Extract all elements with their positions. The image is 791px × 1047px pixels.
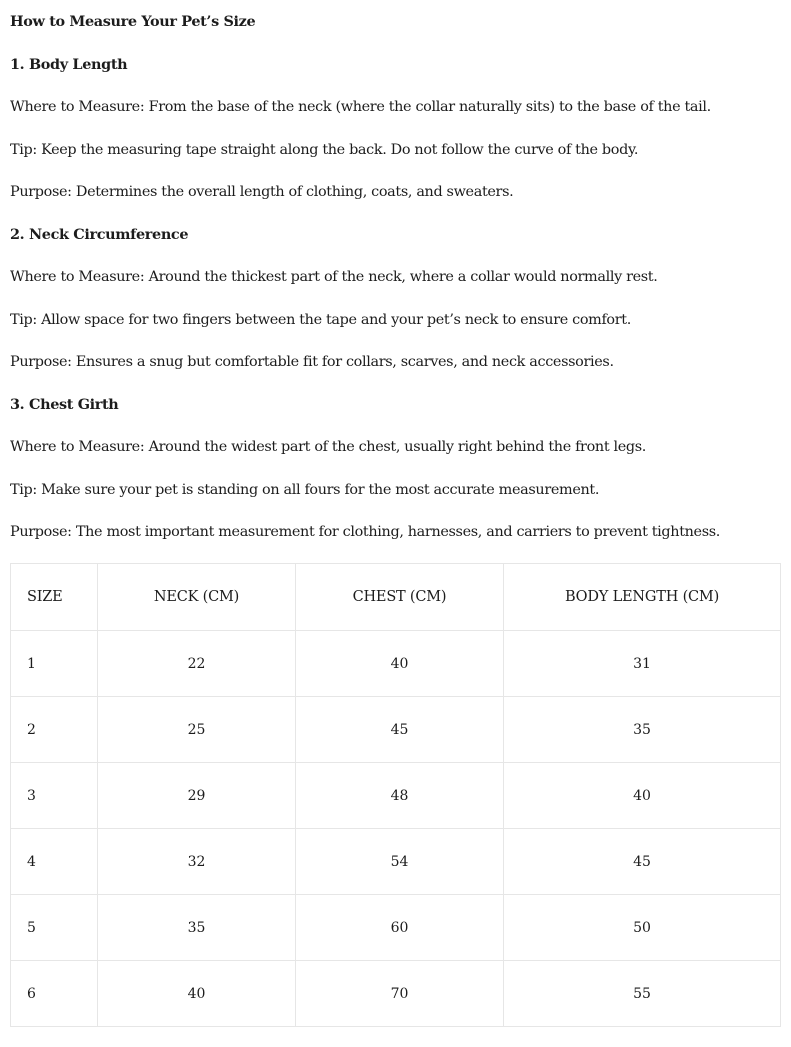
cell-chest: 60 [296, 895, 504, 961]
header-size: SIZE [11, 564, 98, 631]
cell-body-length: 31 [504, 631, 781, 697]
table-header-row [11, 564, 781, 631]
neck-where: Where to Measure: Around the thickest part of the neck, where a collar would normally rest. [10, 269, 658, 285]
neck-purpose: Purpose: Ensures a snug but comfortable fit for collars, scarves, and neck accessories. [10, 354, 614, 370]
table-row [11, 631, 781, 697]
body-length-where: Where to Measure: From the base of the neck (where the collar naturally sits) to the base of the tail. [10, 99, 711, 115]
cell-neck: 35 [98, 895, 296, 961]
cell-chest: 48 [296, 763, 504, 829]
cell-size: 6 [11, 961, 98, 1027]
cell-chest: 45 [296, 697, 504, 763]
cell-size: 1 [11, 631, 98, 697]
chest-where: Where to Measure: Around the widest part of the chest, usually right behind the front legs. [10, 439, 647, 455]
size-chart-table [10, 563, 781, 1027]
header-body-length: BODY LENGTH (CM) [504, 564, 781, 631]
table-row [11, 829, 781, 895]
cell-neck: 25 [98, 697, 296, 763]
section-heading-neck: 2. Neck Circumference [10, 226, 189, 243]
header-chest: CHEST (CM) [296, 564, 504, 631]
table-row [11, 697, 781, 763]
neck-tip: Tip: Allow space for two fingers between the tape and your pet’s neck to ensure comfort. [10, 312, 631, 328]
cell-body-length: 50 [504, 895, 781, 961]
cell-body-length: 35 [504, 697, 781, 763]
cell-chest: 70 [296, 961, 504, 1027]
cell-size: 3 [11, 763, 98, 829]
table-row [11, 961, 781, 1027]
table-row [11, 895, 781, 961]
section-heading-body-length: 1. Body Length [10, 56, 128, 73]
cell-neck: 40 [98, 961, 296, 1027]
page-title: How to Measure Your Pet’s Size [10, 13, 256, 30]
chest-tip: Tip: Make sure your pet is standing on all fours for the most accurate measurement. [10, 482, 600, 498]
section-heading-chest: 3. Chest Girth [10, 396, 119, 413]
table-row [11, 763, 781, 829]
cell-body-length: 45 [504, 829, 781, 895]
header-neck: NECK (CM) [98, 564, 296, 631]
cell-neck: 22 [98, 631, 296, 697]
cell-chest: 54 [296, 829, 504, 895]
cell-size: 5 [11, 895, 98, 961]
body-length-tip: Tip: Keep the measuring tape straight along the back. Do not follow the curve of the body. [10, 142, 639, 158]
body-length-purpose: Purpose: Determines the overall length of clothing, coats, and sweaters. [10, 184, 514, 200]
cell-neck: 32 [98, 829, 296, 895]
chest-purpose: Purpose: The most important measurement for clothing, harnesses, and carriers to prevent tightness. [10, 524, 721, 540]
cell-chest: 40 [296, 631, 504, 697]
cell-body-length: 40 [504, 763, 781, 829]
cell-neck: 29 [98, 763, 296, 829]
cell-body-length: 55 [504, 961, 781, 1027]
cell-size: 4 [11, 829, 98, 895]
cell-size: 2 [11, 697, 98, 763]
